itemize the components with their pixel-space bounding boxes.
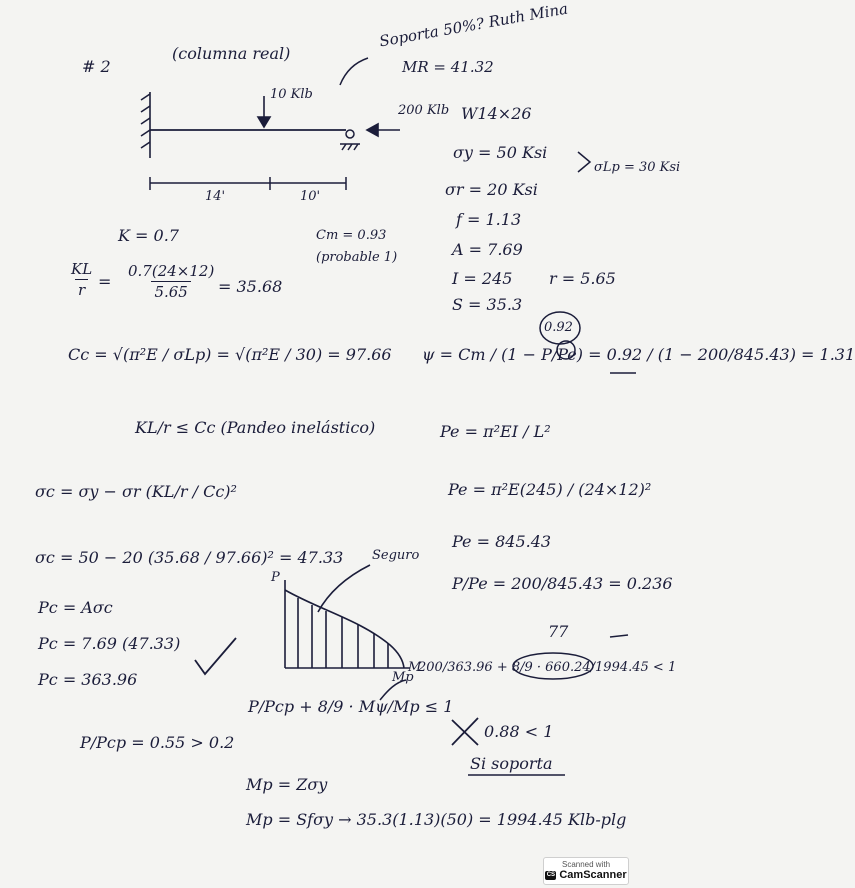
dim-left-label: 14' bbox=[205, 189, 226, 204]
load-arrow-icon bbox=[258, 96, 270, 127]
graph-mp-label: Mp bbox=[392, 670, 414, 685]
pin-support-icon bbox=[340, 130, 360, 150]
pc-result: Pc = 363.96 bbox=[38, 670, 138, 689]
pe-formula: Pe = π²EI / L² bbox=[440, 422, 551, 441]
mp-result: Mp = Sfσy → 35.3(1.13)(50) = 1994.45 Klb-plg bbox=[246, 810, 627, 829]
axial-arrow-icon bbox=[367, 124, 400, 136]
mr-value: MR = 41.32 bbox=[402, 58, 494, 76]
slenderness-fraction: $\frac{0.7(24\times 12)}{5.65}$ bbox=[128, 262, 215, 301]
scanner-line2: CamScanner bbox=[559, 869, 627, 881]
interaction-graph bbox=[285, 565, 410, 668]
camscanner-logo-icon: CS bbox=[546, 871, 556, 878]
interaction-check: 200/363.96 + 8/9 · 660.24/1994.45 < 1 bbox=[418, 660, 677, 675]
cross-icon bbox=[452, 718, 478, 745]
scanner-line1: Scanned with bbox=[561, 860, 611, 869]
dash-mark bbox=[610, 635, 628, 637]
scanner-badge bbox=[543, 857, 629, 885]
problem-title: (columna real) bbox=[172, 44, 291, 63]
conclusion: Si soporta bbox=[470, 754, 553, 773]
r-value: r = 5.65 bbox=[549, 269, 616, 288]
graph-seguro-label: Seguro bbox=[372, 548, 420, 563]
mp-formula: Mp = Zσy bbox=[246, 775, 328, 794]
sigma-r: σr = 20 Ksi bbox=[445, 180, 538, 199]
checkmark-icon bbox=[195, 638, 236, 674]
pe-substitution: Pe = π²E(245) / (24×12)² bbox=[448, 480, 652, 499]
f-value: f = 1.13 bbox=[456, 210, 522, 229]
brace-icon bbox=[578, 152, 590, 172]
a-value: A = 7.69 bbox=[452, 240, 523, 259]
load-ratio: P/Pcp = 0.55 > 0.2 bbox=[80, 733, 235, 752]
problem-number: # 2 bbox=[82, 57, 111, 76]
cm-value: Cm = 0.93 bbox=[316, 228, 387, 243]
psi-circled-value: 0.92 bbox=[544, 320, 573, 335]
top-note: Soporta 50%? Ruth Mina bbox=[377, 0, 570, 51]
fixed-support-icon bbox=[141, 92, 150, 158]
pc-substitution: Pc = 7.69 (47.33) bbox=[38, 634, 181, 653]
i-value: I = 245 bbox=[452, 269, 513, 288]
graph-m-label: M bbox=[408, 660, 422, 675]
section-name: W14×26 bbox=[461, 104, 532, 123]
interaction-equation: P/Pcp + 8/9 · Mψ/Mp ≤ 1 bbox=[248, 697, 454, 716]
sigma-c-value: σc = 50 − 20 (35.68 / 97.66)² = 47.33 bbox=[35, 548, 344, 567]
load-side-label: 200 Klb bbox=[398, 103, 450, 118]
sigma-lp: σLp = 30 Ksi bbox=[594, 160, 681, 175]
sigma-c-formula: σc = σy − σr (KL/r / Cc)² bbox=[35, 482, 237, 501]
interaction-result: 0.88 < 1 bbox=[484, 722, 554, 741]
dim-right-label: 10' bbox=[300, 189, 321, 204]
load-top-label: 10 Klb bbox=[270, 87, 313, 102]
cc-equation: Cc = √(π²E / σLp) = √(π²E / 30) = 97.66 bbox=[68, 345, 392, 364]
k-value: K = 0.7 bbox=[118, 226, 179, 245]
graph-p-label: P bbox=[271, 570, 280, 585]
pe-result: Pe = 845.43 bbox=[452, 532, 552, 551]
p-pe-ratio: P/Pe = 200/845.43 = 0.236 bbox=[452, 574, 673, 593]
slenderness-result: = 35.68 bbox=[218, 277, 283, 296]
circled-check-value: 77 bbox=[548, 622, 569, 641]
cm-note: (probable 1) bbox=[316, 250, 398, 265]
sigma-y: σy = 50 Ksi bbox=[453, 143, 548, 162]
equals-sign: = bbox=[98, 272, 112, 291]
pc-formula: Pc = Aσc bbox=[38, 598, 113, 617]
buckling-condition: KL/r ≤ Cc (Pandeo inelástico) bbox=[135, 418, 376, 437]
slenderness-lhs: $\frac{KL}{r}$ bbox=[71, 260, 93, 299]
psi-equation: ψ = Cm / (1 − P/Pe) = 0.92 / (1 − 200/845.43) = 1.31 bbox=[422, 345, 855, 364]
note-arrow-icon bbox=[340, 58, 368, 85]
s-value: S = 35.3 bbox=[452, 295, 523, 314]
